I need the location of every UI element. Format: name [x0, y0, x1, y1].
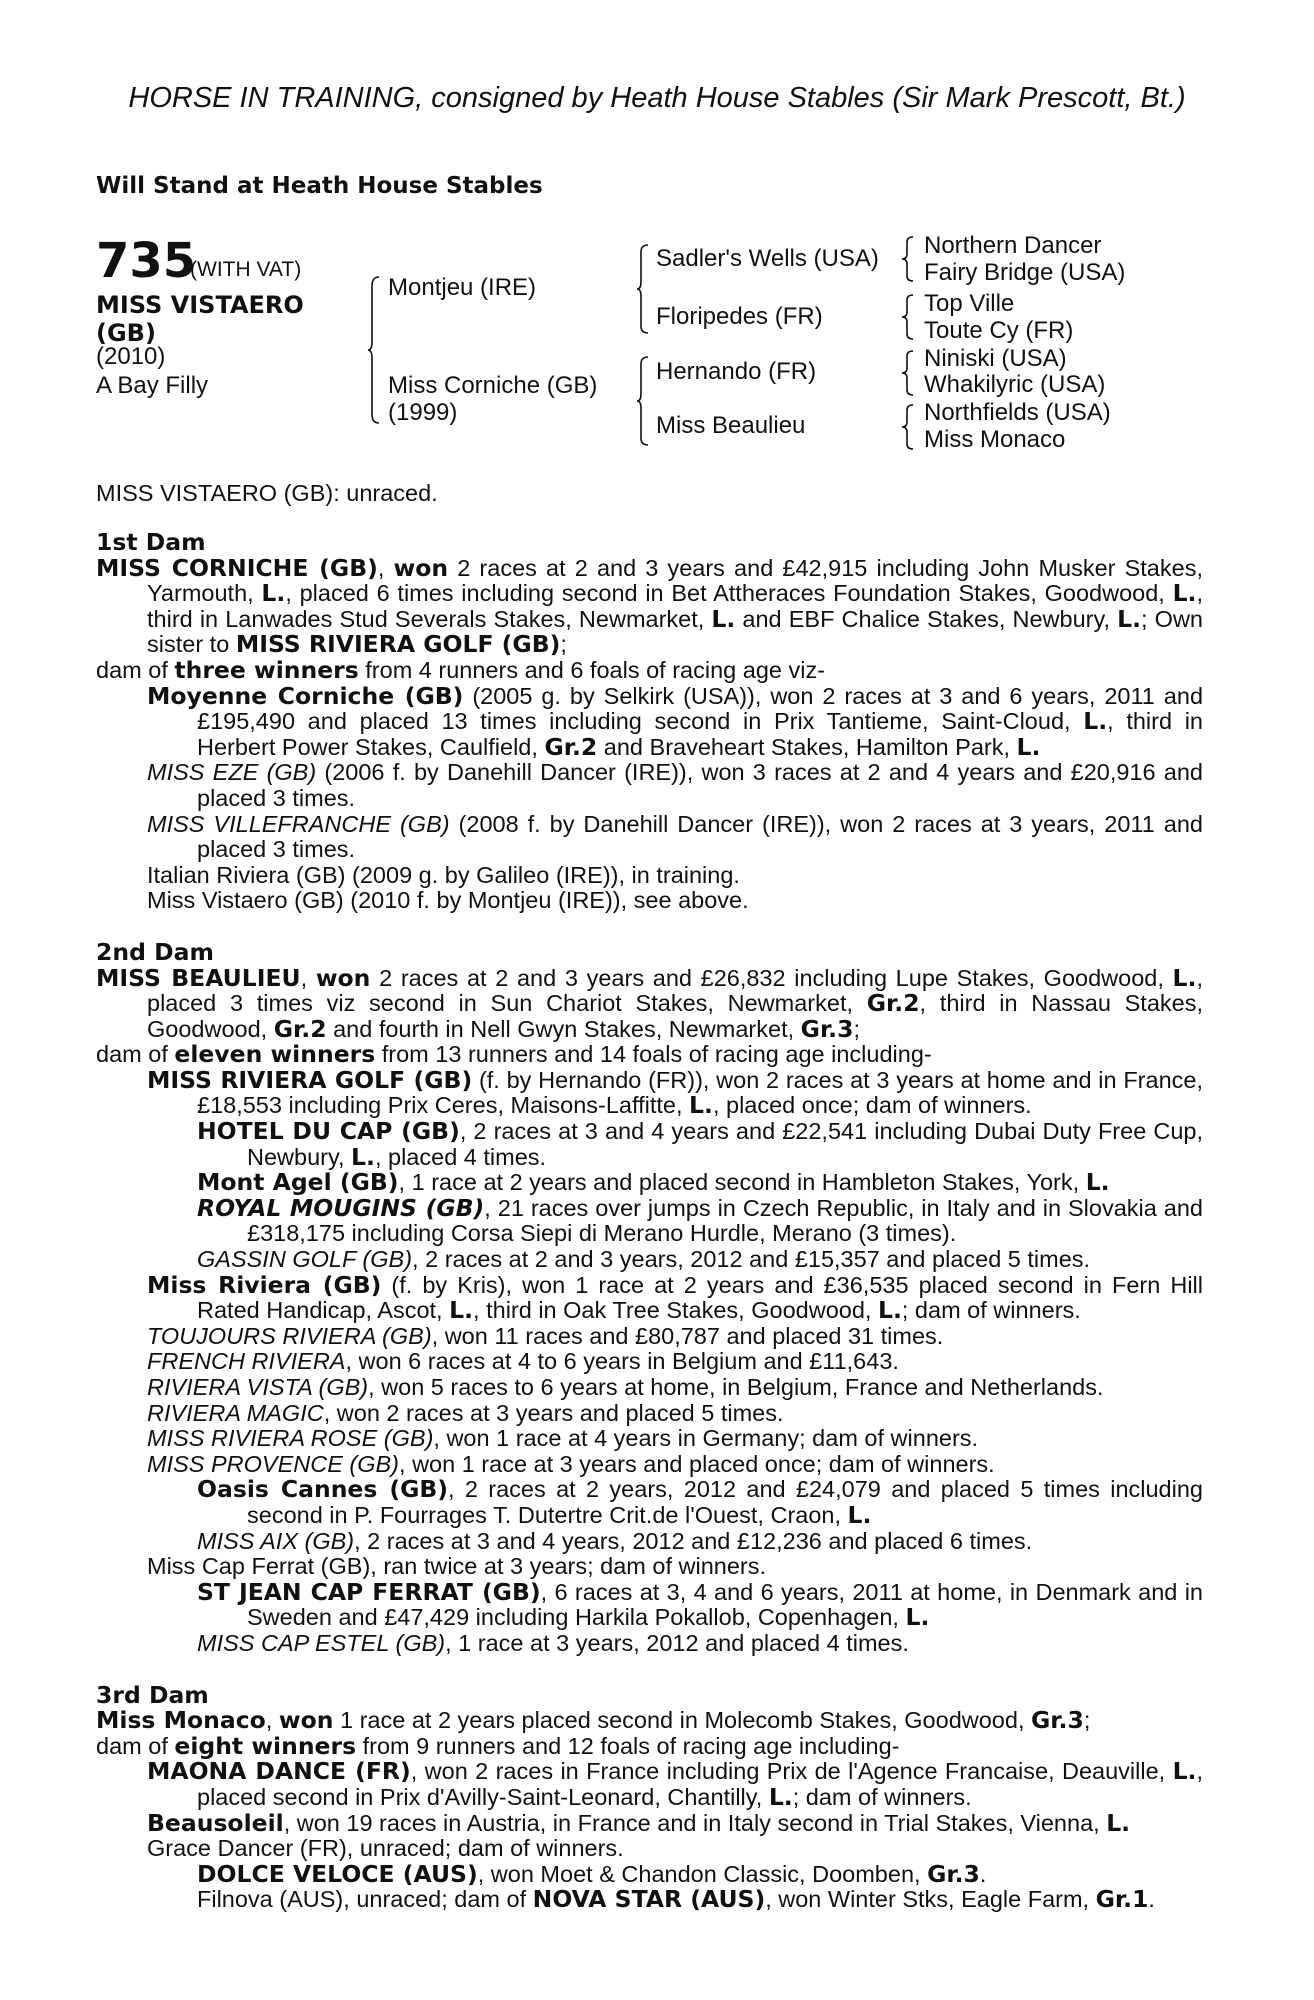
list-item: Italian Riviera (GB) (2009 g. by Galileo (IRE)), in training.	[147, 861, 740, 888]
pedigree-sss: Northern Dancer	[924, 232, 1102, 259]
race-record: MISS VISTAERO (GB): unraced.	[96, 480, 438, 506]
pedigree-dam: Miss Corniche (GB)	[388, 372, 598, 399]
pedigree-sdd: Toute Cy (FR)	[924, 317, 1074, 344]
list-item: RIVIERA VISTA (GB), won 5 races to 6 years at home, in Belgium, France and Netherlands.	[147, 1374, 1104, 1400]
list-item: MISS RIVIERA GOLF (GB) (f. by Hernando (FR)), won 2 races at 3 years at home and in France, £18,553 including Prix Ceres, Maisons-Laffitte, L., placed once; dam of winners.	[147, 1065, 1203, 1120]
vat-label: (WITH VAT)	[190, 258, 302, 281]
list-item: FRENCH RIVIERA, won 6 races at 4 to 6 years in Belgium and £11,643.	[147, 1348, 899, 1375]
pedigree-dam-year: (1999)	[388, 399, 458, 426]
lot-number: 735	[96, 233, 197, 289]
third-dam-produce-summary: dam of eight winners from 9 runners and 12 foals of racing age including-	[96, 1731, 900, 1760]
pedigree-dam-sire: Hernando (FR)	[656, 358, 817, 385]
list-item: Mont Agel (GB), 1 race at 2 years and placed second in Hambleton Stakes, York, L.	[197, 1168, 1110, 1197]
pedigree-dam-dam: Miss Beaulieu	[656, 412, 806, 439]
list-item: GASSIN GOLF (GB), 2 races at 2 and 3 years, 2012 and £15,357 and placed 5 times.	[197, 1246, 1091, 1273]
pedigree-dds: Northfields (USA)	[924, 399, 1111, 426]
pedigree-ssd: Fairy Bridge (USA)	[924, 259, 1126, 286]
pedigree-sire-dam: Floripedes (FR)	[656, 303, 823, 330]
list-item: ROYAL MOUGINS (GB), 21 races over jumps in Czech Republic, in Italy and in Slovakia and £318,175 including Corsa Siepi di Merano Hurdle, Merano (3 times).	[197, 1193, 1203, 1247]
stand-line: Will Stand at Heath House Stables	[96, 173, 543, 199]
list-item: TOUJOURS RIVIERA (GB), won 11 races and £80,787 and placed 31 times.	[147, 1322, 944, 1349]
pedigree-brace-3	[637, 356, 649, 446]
pedigree-sds: Top Ville	[924, 290, 1015, 317]
list-item: MISS EZE (GB) (2006 f. by Danehill Dancer (IRE)), won 3 races at 2 and 4 years and £20,916 and placed 3 times.	[147, 759, 1203, 811]
third-dam-record: Miss Monaco, won 1 race at 2 years placed second in Molecomb Stakes, Goodwood, Gr.3;	[96, 1706, 1091, 1735]
page-title: HORSE IN TRAINING, consigned by Heath House Stables (Sir Mark Prescott, Bt.)	[128, 82, 1186, 114]
second-dam-produce-summary: dam of eleven winners from 13 runners and 14 foals of racing age including-	[96, 1040, 932, 1069]
pedigree-brace-4	[902, 236, 914, 282]
list-item: Moyenne Corniche (GB) (2005 g. by Selkirk (USA)), won 2 races at 3 and 6 years, 2011 and £195,490 and placed 13 times including second in Prix Tantieme, Saint-Cloud, L., third in Herbert Power Stakes, Caulfield, Gr.2 and Braveheart Stakes, Hamilton Park, L.	[147, 681, 1204, 761]
list-item: MISS CAP ESTEL (GB), 1 race at 3 years, 2012 and placed 4 times.	[197, 1629, 909, 1656]
list-item: DOLCE VELOCE (AUS), won Moet & Chandon Classic, Doomben, Gr.3.	[197, 1859, 987, 1888]
list-item: MISS AIX (GB), 2 races at 3 and 4 years, 2012 and £12,236 and placed 6 times.	[197, 1527, 1033, 1554]
list-item: RIVIERA MAGIC, won 2 races at 3 years and placed 5 times.	[147, 1399, 784, 1426]
list-item: Beausoleil, won 19 races in Austria, in France and in Italy second in Trial Stakes, Vienna, L.	[147, 1808, 1131, 1837]
list-item: MISS RIVIERA ROSE (GB), won 1 race at 4 years in Germany; dam of winners.	[147, 1425, 979, 1452]
horse-year: (2010)	[96, 343, 166, 370]
list-item: Oasis Cannes (GB), 2 races at 2 years, 2012 and £24,079 and placed 5 times including second in P. Fourrages T. Dutertre Crit.de l'Ouest, Craon, L.	[197, 1475, 1203, 1529]
pedigree-brace-2	[637, 244, 649, 334]
list-item: Miss Riviera (GB) (f. by Kris), won 1 race at 2 years and £36,535 placed second in Fern Hill Rated Handicap, Ascot, L., third in Oak Tree Stakes, Goodwood, L.; dam of winners.	[147, 1270, 1203, 1325]
pedigree-ddd: Miss Monaco	[924, 426, 1066, 453]
first-dam-record: MISS CORNICHE (GB), won 2 races at 2 and 3 years and £42,915 including John Musker Stakes, Yarmouth, L., placed 6 times including second in Bet Attheraces Foundation Stakes, Goodwood, L., third in Lanwades Stud Severals Stakes, Newmarket, L. and EBF Chalice Stakes, Newbury, L.; Own sister to MISS RIVIERA GOLF (GB);	[96, 553, 1203, 659]
dam-sections	[96, 530, 1203, 1913]
pedigree-dsd: Whakilyric (USA)	[924, 371, 1106, 398]
third-dam-heading: 3rd Dam	[96, 1680, 209, 1709]
list-item: Miss Cap Ferrat (GB), ran twice at 3 years; dam of winners.	[147, 1553, 767, 1580]
list-item: HOTEL DU CAP (GB), 2 races at 3 and 4 years and £22,541 including Dubai Duty Free Cup, Newbury, L., placed 4 times.	[197, 1117, 1203, 1171]
second-dam-heading: 2nd Dam	[96, 937, 214, 966]
list-item: Miss Vistaero (GB) (2010 f. by Montjeu (IRE)), see above.	[147, 887, 749, 914]
list-item: MISS PROVENCE (GB), won 1 race at 3 years and placed once; dam of winners.	[147, 1450, 995, 1477]
pedigree-brace-5	[902, 294, 914, 340]
pedigree-brace-6	[902, 350, 914, 396]
pedigree-sire-sire: Sadler's Wells (USA)	[656, 245, 879, 272]
horse-name: MISS VISTAERO	[96, 291, 304, 319]
first-dam-produce-summary: dam of three winners from 4 runners and 6 foals of racing age viz-	[96, 655, 826, 684]
list-item: MISS VILLEFRANCHE (GB) (2008 f. by Danehill Dancer (IRE)), won 2 races at 3 years, 2011 and placed 3 times.	[147, 810, 1203, 863]
first-dam-heading: 1st Dam	[96, 528, 206, 556]
second-dam-record: MISS BEAULIEU, won 2 races at 2 and 3 years and £26,832 including Lupe Stakes, Goodwood, L., placed 3 times viz second in Sun Chariot Stakes, Newmarket, Gr.2, third in Nassau Stakes, Goodwood, Gr.2 and fourth in Nell Gwyn Stakes, Newmarket, Gr.3;	[96, 963, 1203, 1043]
pedigree-dss: Niniski (USA)	[924, 345, 1067, 372]
pedigree-brace-7	[902, 404, 914, 450]
pedigree-brace-1	[368, 276, 380, 424]
list-item: ST JEAN CAP FERRAT (GB), 6 races at 3, 4 and 6 years, 2011 at home, in Denmark and in Sweden and £47,429 including Harkila Pokallob, Copenhagen, L.	[197, 1577, 1203, 1632]
horse-description: A Bay Filly	[96, 372, 209, 399]
horse-country: (GB)	[96, 319, 156, 347]
pedigree-sire: Montjeu (IRE)	[388, 274, 537, 301]
list-item: Filnova (AUS), unraced; dam of NOVA STAR (AUS), won Winter Stks, Eagle Farm, Gr.1.	[197, 1885, 1155, 1914]
list-item: Grace Dancer (FR), unraced; dam of winners.	[147, 1835, 624, 1862]
list-item: MAONA DANCE (FR), won 2 races in France including Prix de l'Agence Francaise, Deauville, L., placed second in Prix d'Avilly-Saint-Leonard, Chantilly, L.; dam of winners.	[147, 1757, 1204, 1811]
